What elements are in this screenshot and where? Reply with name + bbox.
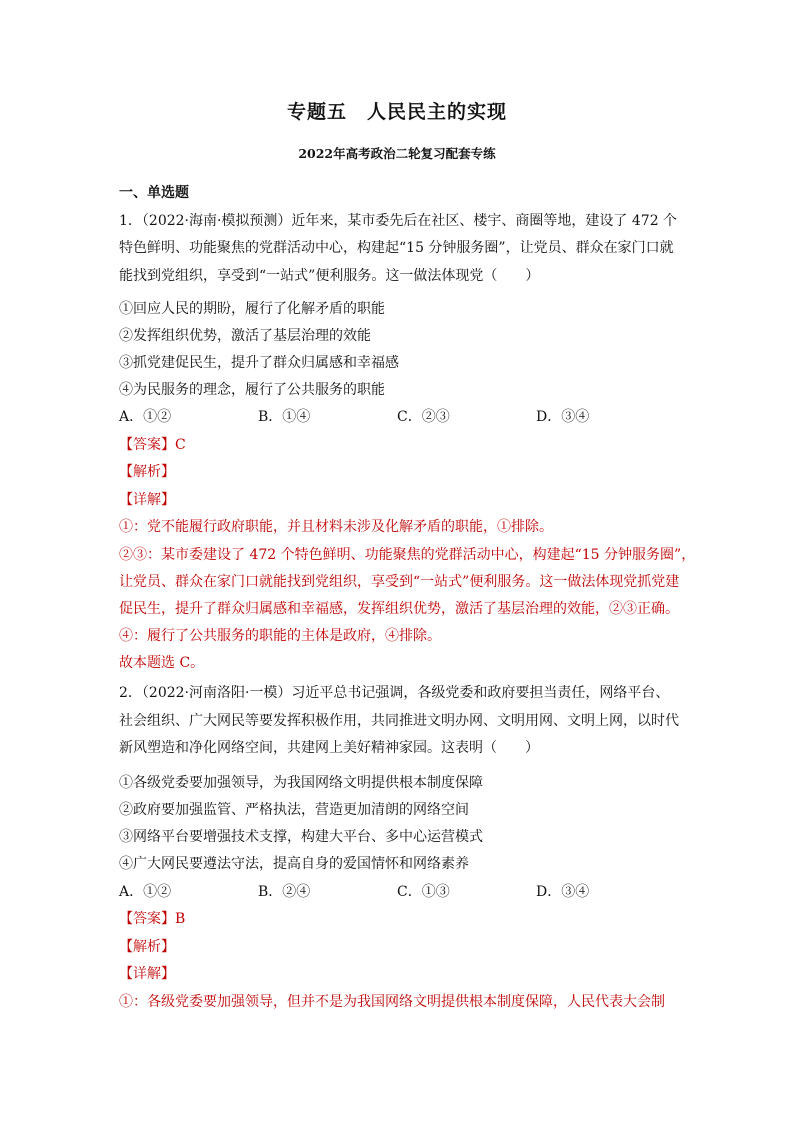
q1-detail-label: 【详解】 bbox=[119, 492, 175, 508]
q1-detail-line: ①：党不能履行政府职能，并且材料未涉及化解矛盾的职能，①排除。 bbox=[119, 519, 553, 535]
q1-option-a: A．①② bbox=[119, 409, 172, 425]
q2-option-a: A．①② bbox=[119, 884, 172, 900]
q1-statement: ③抓党建促民生，提升了群众归属感和幸福感 bbox=[119, 355, 399, 371]
q1-option-c: C．②③ bbox=[397, 409, 450, 425]
q2-statement: ②政府要加强监管、严格执法，营造更加清朗的网络空间 bbox=[119, 802, 469, 818]
q1-option-d: D．③④ bbox=[536, 409, 590, 425]
q2-statement: ④广大网民要遵法守法，提高自身的爱国情怀和网络素养 bbox=[119, 856, 469, 872]
q1-detail-line: ④：履行了公共服务的职能的主体是政府，④排除。 bbox=[119, 628, 441, 644]
q1-stem-line: 特色鲜明、功能聚焦的党群活动中心，构建起“15 分钟服务圈”，让党员、群众在家门口就 bbox=[119, 240, 674, 256]
q1-detail-line: ②③：某市委建设了 472 个特色鲜明、功能聚焦的党群活动中心，构建起“15 分钟服务圈”， bbox=[119, 547, 696, 563]
q1-answer: 【答案】C bbox=[119, 437, 186, 453]
q2-stem-line: 2．（2022·河南洛阳·一模）习近平总书记强调，各级党委和政府要担当责任，网络平台、 bbox=[119, 685, 670, 701]
q1-conclusion: 故本题选 C。 bbox=[119, 655, 205, 671]
q1-detail-line: 让党员、群众在家门口就能找到党组织，享受到“一站式”便利服务。这一做法体现党抓党建 bbox=[119, 574, 680, 590]
q1-stem-line: 能找到党组织，享受到“一站式”便利服务。这一做法体现党（ ） bbox=[119, 268, 540, 284]
q2-stem-line: 社会组织、广大网民等要发挥积极作用，共同推进文明办网、文明用网、文明上网，以时代 bbox=[119, 713, 679, 729]
q1-statement: ④为民服务的理念，履行了公共服务的职能 bbox=[119, 382, 385, 398]
page-subtitle: 2022年高考政治二轮复习配套专练 bbox=[298, 146, 496, 161]
q2-detail-label: 【详解】 bbox=[119, 966, 175, 982]
q2-stem-line: 新风塑造和净化网络空间，共建网上美好精神家园。这表明（ ） bbox=[119, 740, 539, 756]
q1-stem-line: 1．（2022·海南·模拟预测）近年来，某市委先后在社区、楼宇、商圈等地，建设了 472 个 bbox=[119, 213, 678, 229]
q2-statement: ①各级党委要加强领导，为我国网络文明提供根本制度保障 bbox=[119, 775, 483, 791]
q2-option-b: B．②④ bbox=[258, 884, 311, 900]
q2-detail-line: ①：各级党委要加强领导，但并不是为我国网络文明提供根本制度保障，人民代表大会制 bbox=[119, 994, 665, 1010]
section-heading: 一、单选题 bbox=[119, 185, 189, 201]
q2-option-c: C．①③ bbox=[397, 884, 450, 900]
q2-answer: 【答案】B bbox=[119, 911, 186, 927]
q1-statement: ①回应人民的期盼，履行了化解矛盾的职能 bbox=[119, 301, 385, 317]
q1-detail-line: 促民生，提升了群众归属感和幸福感，发挥组织优势，激活了基层治理的效能，②③正确。 bbox=[119, 601, 679, 617]
page-title: 专题五 人民民主的实现 bbox=[286, 101, 507, 123]
q2-statement: ③网络平台要增强技术支撑，构建大平台、多中心运营模式 bbox=[119, 829, 483, 845]
q2-analysis-label: 【解析】 bbox=[119, 939, 175, 955]
q1-option-b: B．①④ bbox=[258, 409, 311, 425]
q1-statement: ②发挥组织优势，激活了基层治理的效能 bbox=[119, 328, 371, 344]
q2-option-d: D．③④ bbox=[536, 884, 590, 900]
q1-analysis-label: 【解析】 bbox=[119, 464, 175, 480]
